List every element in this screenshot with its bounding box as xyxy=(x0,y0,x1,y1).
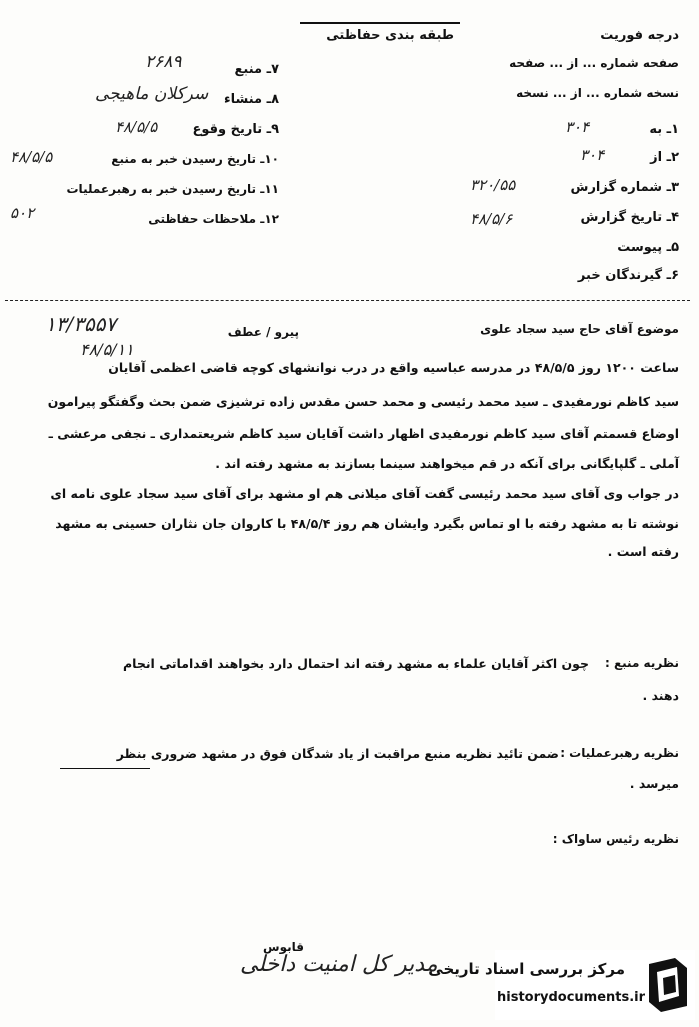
archive-logo-icon xyxy=(645,956,691,1014)
handler-opinion-text-2: میرسد . xyxy=(629,776,679,791)
to-label: ۱ـ به xyxy=(649,122,679,137)
report-number-handwritten: ۳۲۰/۵۵ xyxy=(470,176,516,194)
subject-label-text: موضوع xyxy=(636,322,679,336)
source-received-handwritten: ۴۸/۵/۵ xyxy=(10,148,53,166)
watermark xyxy=(428,950,695,1020)
attachment-label: ۵ـ پیوست xyxy=(617,240,679,255)
copy-number: نسخه شماره ... از ... نسخه xyxy=(516,86,679,100)
origin-label: ۸ـ منشاء xyxy=(223,92,279,107)
watermark-url: historydocuments.ir xyxy=(497,990,646,1005)
security-handwritten: ۵۰۲ xyxy=(10,204,35,222)
source-received-label: ۱۰ـ تاریخ رسیدن خبر به منبع xyxy=(111,152,279,166)
file-number-handwritten: ۱۳/۳۵۵۷ xyxy=(45,312,117,336)
subject-text: آقای حاج سید سجاد علوی xyxy=(480,322,633,336)
from-handwritten: ۳۰۴ xyxy=(580,146,605,164)
source-handwritten: ۲۶۸۹ xyxy=(145,52,182,72)
body-line-4: آملی ـ گلپایگانی برای آنکه در قم میخواهند سینما بسازند به مشهد رفته اند . xyxy=(215,456,679,471)
report-number-label: ۳ـ شماره گزارش xyxy=(570,180,679,195)
from-label: ۲ـ از xyxy=(650,150,679,165)
classification-label: طبقه بندی حفاظتی xyxy=(326,28,454,43)
body-line-6: نوشته تا به مشهد رفته با او تماس بگیرد وایشان هم روز ۴۸/۵/۴ با کاروان جان نثاران حسینی به مشهد xyxy=(55,516,679,531)
handler-received-label: ۱۱ـ تاریخ رسیدن خبر به رهبرعملیات xyxy=(66,182,279,196)
body-line-1: ساعت ۱۲۰۰ روز ۴۸/۵/۵ در مدرسه عباسیه واقع در درب نوانشهای کوچه قاضی اعظمی آقایان xyxy=(108,360,679,375)
origin-handwritten: سرکلان ماهیجی xyxy=(95,84,209,104)
body-line-5: در جواب وی آقای سید محمد رئیسی گفت آقای میلانی هم او مشهد برای آقای سید سجاد علوی نامه ای xyxy=(50,486,679,501)
handler-opinion-dash xyxy=(60,768,150,769)
event-date-handwritten: ۴۸/۵/۵ xyxy=(115,118,158,136)
report-date-label: ۴ـ تاریخ گزارش xyxy=(580,210,679,225)
to-handwritten: ۳۰۴ xyxy=(565,118,590,136)
priority-label: درجه فوریت xyxy=(600,28,679,43)
signature-handwritten: مدیر کل امنیت داخلی xyxy=(240,952,438,977)
source-opinion-text-1: چون اکثر آقایان علماء به مشهد رفته اند احتمال دارد بخواهند اقداماتی انجام xyxy=(123,656,589,671)
source-opinion-text-2: دهند . xyxy=(642,688,679,703)
header-divider xyxy=(5,300,690,301)
event-date-label: ۹ـ تاریخ وقوع xyxy=(192,122,279,137)
page-number: صفحه شماره ... از ... صفحه xyxy=(509,56,679,70)
body-line-2: سید کاظم نورمفیدی ـ سید محمد رئیسی و محمد حسن مقدس زاده ترشیزی ضمن بحث وگفتگو پیرامون xyxy=(47,394,679,409)
recipients-label: ۶ـ گیرندگان خبر xyxy=(577,268,679,283)
subject-label xyxy=(480,322,679,336)
report-date-handwritten: ۴۸/۵/۶ xyxy=(470,210,513,228)
chief-title: قابوس xyxy=(263,940,304,954)
watermark-org: مرکز بررسی اسناد تاریخی xyxy=(428,960,625,978)
stamp-date-handwritten: ۴۸/۵/۱۱ xyxy=(80,340,134,359)
source-opinion-label: نظریه منبع : xyxy=(604,656,679,670)
handler-opinion-text-1: ضمن تائید نظریه منبع مراقبت از یاد شدگان فوق در مشهد ضروری بنظر xyxy=(116,746,559,761)
source-label: ۷ـ منبع xyxy=(234,62,279,77)
subject-ref: پیرو / عطف xyxy=(227,325,299,339)
chief-opinion-label: نظریه رئیس ساواک : xyxy=(552,832,679,846)
header-underline xyxy=(300,22,460,24)
body-line-7: رفته است . xyxy=(607,544,679,559)
handler-opinion-label: نظریه رهبرعملیات : xyxy=(560,746,679,760)
security-notes-label: ۱۲ـ ملاحظات حفاظتی xyxy=(148,212,279,226)
body-line-3: اوضاع قسمتم آقای سید کاظم نورمفیدی اظهار داشت آقایان سید کاظم شریعتمداری ـ نجفی مرعشی ـ xyxy=(48,426,679,441)
